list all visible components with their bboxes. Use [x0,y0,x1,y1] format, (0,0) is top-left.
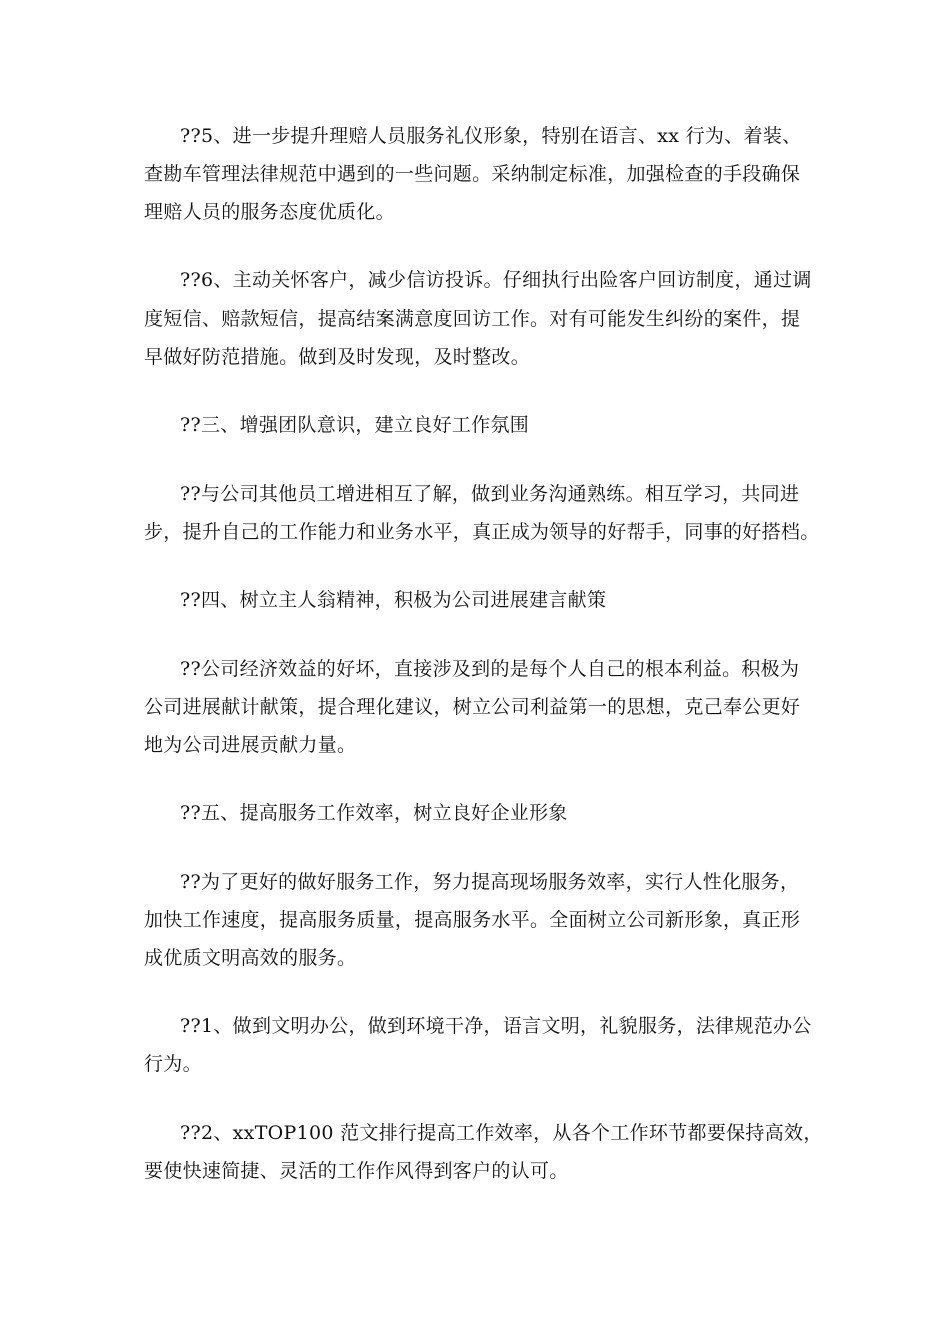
text-line-9: 步，提升自己的工作能力和业务水平，真正成为领导的好帮手，同事的好搭档。 [144,521,820,543]
text-line-17: 成优质文明高效的服务。 [144,947,357,969]
text-line-4: ??6、主动关怀客户，减少信访投诉。仔细执行出险客户回访制度，通过调 [180,269,812,291]
section-heading-5: ??五、提高服务工作效率，树立良好企业形象 [180,802,568,824]
text-line-6: 早做好防范措施。做到及时发现，及时整改。 [144,346,531,368]
text-line-16: 加快工作速度，提高服务质量，提高服务水平。全面树立公司新形象，真正形 [144,909,801,931]
text-line-2: 查勘车管理法律规范中遇到的一些问题。采纳制定标准，加强检查的手段确保 [144,163,801,185]
text-line-1: ??5、进一步提升理赔人员服务礼仪形象，特别在语言、xx 行为、着装、 [180,125,802,147]
text-line-15: ??为了更好的做好服务工作，努力提高现场服务效率，实行人性化服务， [180,871,800,893]
text-line-13: 地为公司进展贡献力量。 [144,734,357,756]
text-line-5: 度短信、赔款短信，提高结案满意度回访工作。对有可能发生纠纷的案件，提 [144,308,801,330]
text-line-18: ??1、做到文明办公，做到环境干净，语言文明，礼貌服务，法律规范办公 [180,1015,812,1037]
text-line-3: 理赔人员的服务态度优质化。 [144,201,395,223]
text-line-19: 行为。 [144,1053,202,1075]
section-heading-3: ??三、增强团队意识，建立良好工作氛围 [180,414,530,436]
text-line-8: ??与公司其他员工增进相互了解，做到业务沟通熟练。相互学习，共同进 [180,483,800,505]
section-heading-4: ??四、树立主人翁精神，积极为公司进展建言献策 [180,589,607,611]
text-line-12: 公司进展献计献策，提合理化建议，树立公司利益第一的思想，克己奉公更好 [144,696,801,718]
text-line-20: ??2、xxTOP100 范文排行提高工作效率，从各个工作环节都要保持高效， [180,1122,823,1144]
text-line-21: 要使快速简捷、灵活的工作作风得到客户的认可。 [144,1160,569,1182]
text-line-11: ??公司经济效益的好坏，直接涉及到的是每个人自己的根本利益。积极为 [180,658,800,680]
